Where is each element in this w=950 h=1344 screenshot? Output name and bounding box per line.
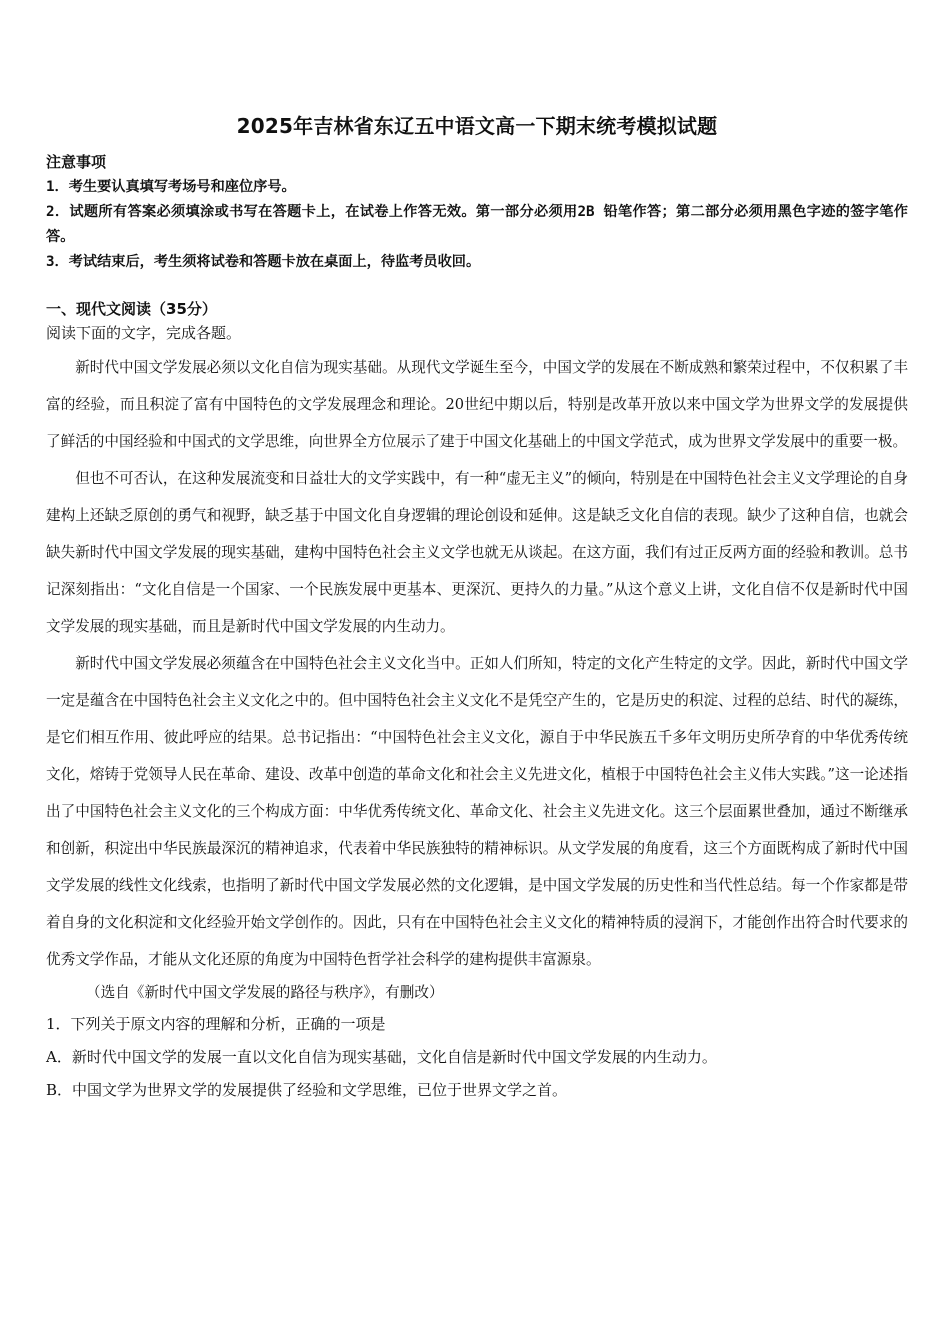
section-heading: 一、现代文阅读（35分） [46, 300, 217, 318]
notice-block [46, 150, 908, 275]
passage-source: （选自《新时代中国文学发展的路径与秩序》，有删改） [86, 984, 444, 1001]
question-stem: 1．下列关于原文内容的理解和分析，正确的一项是 [46, 1015, 386, 1033]
question-block [46, 1008, 908, 1107]
notice-heading: 注意事项 [46, 153, 107, 171]
notice-item-2: 2．试题所有答案必须填涂或书写在答题卡上，在试卷上作答无效。第一部分必须用2B 铅笔作答；第二部分必须用黑色字迹的签字笔作答。 [46, 204, 908, 245]
passage-paragraph-2: 但也不可否认，在这种发展流变和日益壮大的文学实践中，有一种“虚无主义”的倾向，特别是在中国特色社会主义文学理论的自身建构上还缺乏原创的勇气和视野，缺乏基于中国文化自身逻辑的理论创设和延伸。这是缺乏文化自信的表现。缺少了这种自信，也就会缺失新时代中国文学发展的现实基础，建构中国特色社会主义文学也就无从谈起。在这方面，我们有过正反两方面的经验和教训。总书记深刻指出：“文化自信是一个国家、一个民族发展中更基本、更深沉、更持久的力量。”从这个意义上讲，文化自信不仅是新时代中国文学发展的现实基础，而且是新时代中国文学发展的内生动力。 [46, 470, 908, 635]
notice-item-3: 3．考试结束后，考生须将试卷和答题卡放在桌面上，待监考员收回。 [46, 254, 481, 270]
notice-item-1: 1．考生要认真填写考场号和座位序号。 [46, 179, 296, 195]
passage-paragraph-1: 新时代中国文学发展必须以文化自信为现实基础。从现代文学诞生至今，中国文学的发展在不断成熟和繁荣过程中，不仅积累了丰富的经验，而且积淀了富有中国特色的文学发展理念和理论。20世纪中期以后，特别是改革开放以来中国文学为世界文学的发展提供了鲜活的中国经验和中国式的文学思维，向世界全方位展示了建于中国文化基础上的中国文学范式，成为世界文学发展中的重要一极。 [46, 359, 908, 450]
reading-section [46, 297, 908, 1008]
option-a: A．新时代中国文学的发展一直以文化自信为现实基础，文化自信是新时代中国文学发展的内生动力。 [46, 1048, 717, 1066]
exam-page [46, 112, 908, 1107]
passage-paragraph-3: 新时代中国文学发展必须蕴含在中国特色社会主义文化当中。正如人们所知，特定的文化产生特定的文学。因此，新时代中国文学一定是蕴含在中国特色社会主义文化之中的。但中国特色社会主义文化不是凭空产生的，它是历史的积淀、过程的总结、时代的凝练，是它们相互作用、彼此呼应的结果。总书记指出：“中国特色社会主义文化，源自于中华民族五千多年文明历史所孕育的中华优秀传统文化，熔铸于党领导人民在革命、建设、改革中创造的革命文化和社会主义先进文化，植根于中国特色社会主义伟大实践。”这一论述指出了中国特色社会主义文化的三个构成方面：中华优秀传统文化、革命文化、社会主义先进文化。这三个层面累世叠加，通过不断继承和创新，积淀出中华民族最深沉的精神追求，代表着中华民族独特的精神标识。从文学发展的角度看，这三个方面既构成了新时代中国文学发展的线性文化线索，也指明了新时代中国文学发展必然的文化逻辑，是中国文学发展的历史性和当代性总结。每一个作家都是带着自身的文化积淀和文化经验开始文学创作的。因此，只有在中国特色社会主义文化的精神特质的浸润下，才能创作出符合时代要求的优秀文学作品，才能从文化还原的角度为中国特色哲学社会科学的建构提供丰富源泉。 [46, 655, 908, 968]
document-title: 2025年吉林省东辽五中语文高一下期末统考模拟试题 [236, 114, 718, 138]
option-b: B．中国文学为世界文学的发展提供了经验和文学思维，已位于世界文学之首。 [46, 1081, 568, 1099]
section-instruction: 阅读下面的文字，完成各题。 [46, 324, 242, 342]
